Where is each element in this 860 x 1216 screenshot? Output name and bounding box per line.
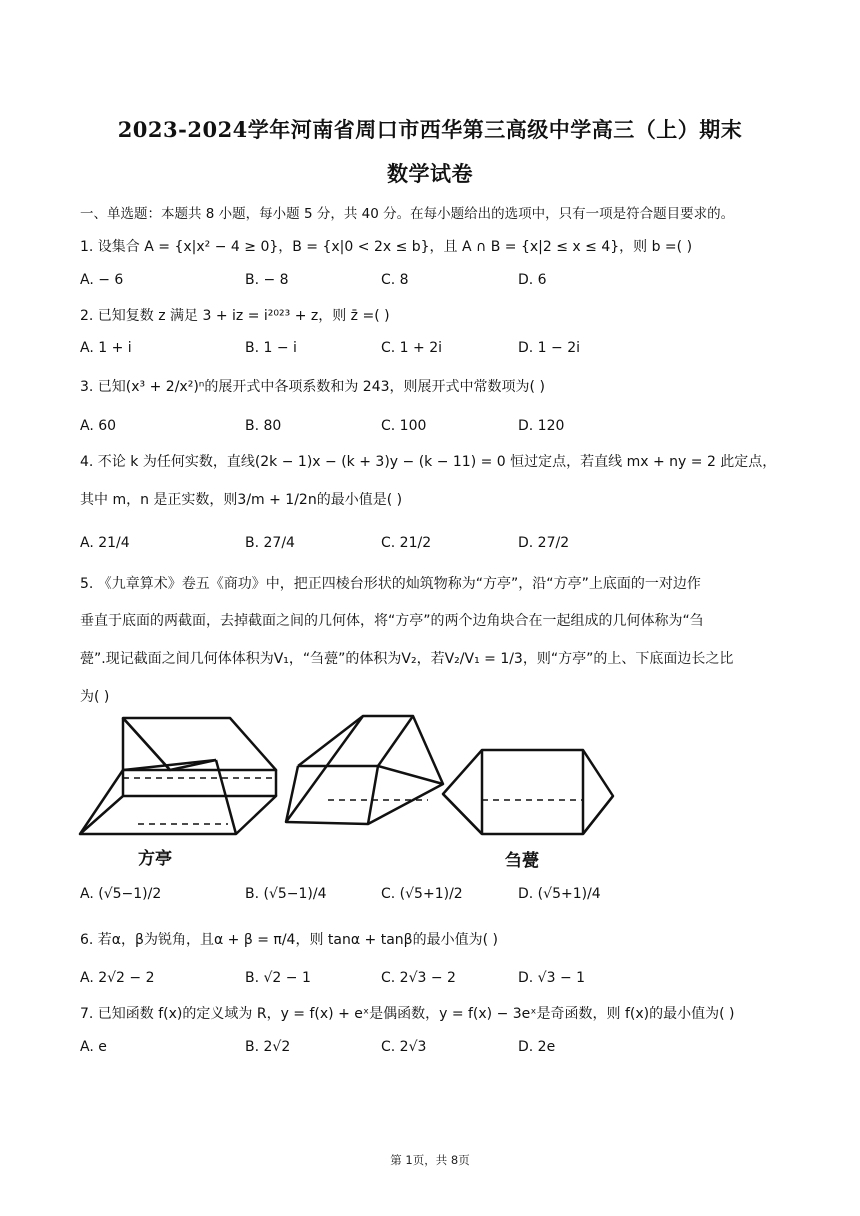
- question-5-stem-line1: 5. 《九章算术》卷五《商功》中，把正四棱台形状的灿筑物称为“方亭”，沿“方亭”上底面的一对边作: [80, 576, 701, 592]
- question-5-stem-line2: 垂直于底面的两截面，去掉截面之间的几何体，将“方亭”的两个边角块合在一起组成的几何体称为“刍: [80, 613, 704, 629]
- page-subtitle: 数学试卷: [387, 161, 473, 186]
- q3-option-a: A. 60: [80, 418, 117, 434]
- q1-option-d: D. 6: [518, 272, 547, 288]
- q1-option-a: A. − 6: [80, 272, 124, 288]
- q3-option-c: C. 100: [381, 418, 427, 434]
- q2-option-d: D. 1 − 2i: [518, 340, 581, 356]
- q2-option-b: B. 1 − i: [245, 340, 297, 356]
- q1-option-c: C. 8: [381, 272, 409, 288]
- frustum-figure: [78, 712, 618, 842]
- question-4-stem-line2: 其中 m，n 是正实数，则3/m + 1/2n的最小值是( ): [80, 492, 403, 508]
- q4-option-b: B. 27/4: [245, 535, 295, 551]
- q6-option-b: B. √2 − 1: [245, 970, 311, 986]
- question-3-stem: 3. 已知(x³ + 2/x²)ⁿ的展开式中各项系数和为 243，则展开式中常数项为( ): [80, 379, 545, 395]
- q3-option-d: D. 120: [518, 418, 565, 434]
- question-7-stem: 7. 已知函数 f(x)的定义域为 R，y = f(x) + eˣ是偶函数，y = f(x) − 3eˣ是奇函数，则 f(x)的最小值为( ): [80, 1006, 735, 1022]
- q6-option-d: D. √3 − 1: [518, 970, 586, 986]
- q4-option-a: A. 21/4: [80, 535, 130, 551]
- question-4-stem-line1: 4. 不论 k 为任何实数，直线(2k − 1)x − (k + 3)y − (k − 11) = 0 恒过定点，若直线 mx + ny = 2 此定点，: [80, 454, 777, 470]
- q4-option-c: C. 21/2: [381, 535, 432, 551]
- figure-label-fangting: 方亭: [138, 849, 172, 869]
- question-6-stem: 6. 若α，β为锐角，且α + β = π/4，则 tanα + tanβ的最小值为( ): [80, 932, 498, 948]
- q2-option-a: A. 1 + i: [80, 340, 132, 356]
- q3-option-b: B. 80: [245, 418, 282, 434]
- q7-option-b: B. 2√2: [245, 1039, 291, 1055]
- q7-option-a: A. e: [80, 1039, 107, 1055]
- question-5-stem-line3: 甍”.现记截面之间几何体体积为V₁，“刍甍”的体积为V₂，若V₂/V₁ = 1/3，则“方亭”的上、下底面边长之比: [80, 651, 734, 667]
- q1-option-b: B. − 8: [245, 272, 289, 288]
- section-heading: 一、单选题：本题共 8 小题，每小题 5 分，共 40 分。在每小题给出的选项中，只有一项是符合题目要求的。: [80, 206, 735, 222]
- q4-option-d: D. 27/2: [518, 535, 570, 551]
- question-5-stem-line4: 为( ): [80, 689, 110, 705]
- page-footer: 第 1页，共 8页: [390, 1153, 470, 1167]
- q6-option-c: C. 2√3 − 2: [381, 970, 456, 986]
- q2-option-c: C. 1 + 2i: [381, 340, 443, 356]
- q6-option-a: A. 2√2 − 2: [80, 970, 155, 986]
- page-title: 2023-2024学年河南省周口市西华第三高级中学高三（上）期末: [117, 117, 743, 142]
- q5-option-b: B. (√5−1)/4: [245, 886, 327, 902]
- q5-option-d: D. (√5+1)/4: [518, 886, 601, 902]
- figure-label-chumeng: 刍甍: [505, 851, 539, 871]
- question-1-stem: 1. 设集合 A = {x|x² − 4 ≥ 0}，B = {x|0 < 2x ≤ b}，且 A ∩ B = {x|2 ≤ x ≤ 4}，则 b =( ): [80, 239, 693, 255]
- q5-option-a: A. (√5−1)/2: [80, 886, 162, 902]
- question-2-stem: 2. 已知复数 z 满足 3 + iz = i²⁰²³ + z，则 z̄ =( ): [80, 308, 390, 324]
- q7-option-d: D. 2e: [518, 1039, 556, 1055]
- q7-option-c: C. 2√3: [381, 1039, 427, 1055]
- q5-option-c: C. (√5+1)/2: [381, 886, 463, 902]
